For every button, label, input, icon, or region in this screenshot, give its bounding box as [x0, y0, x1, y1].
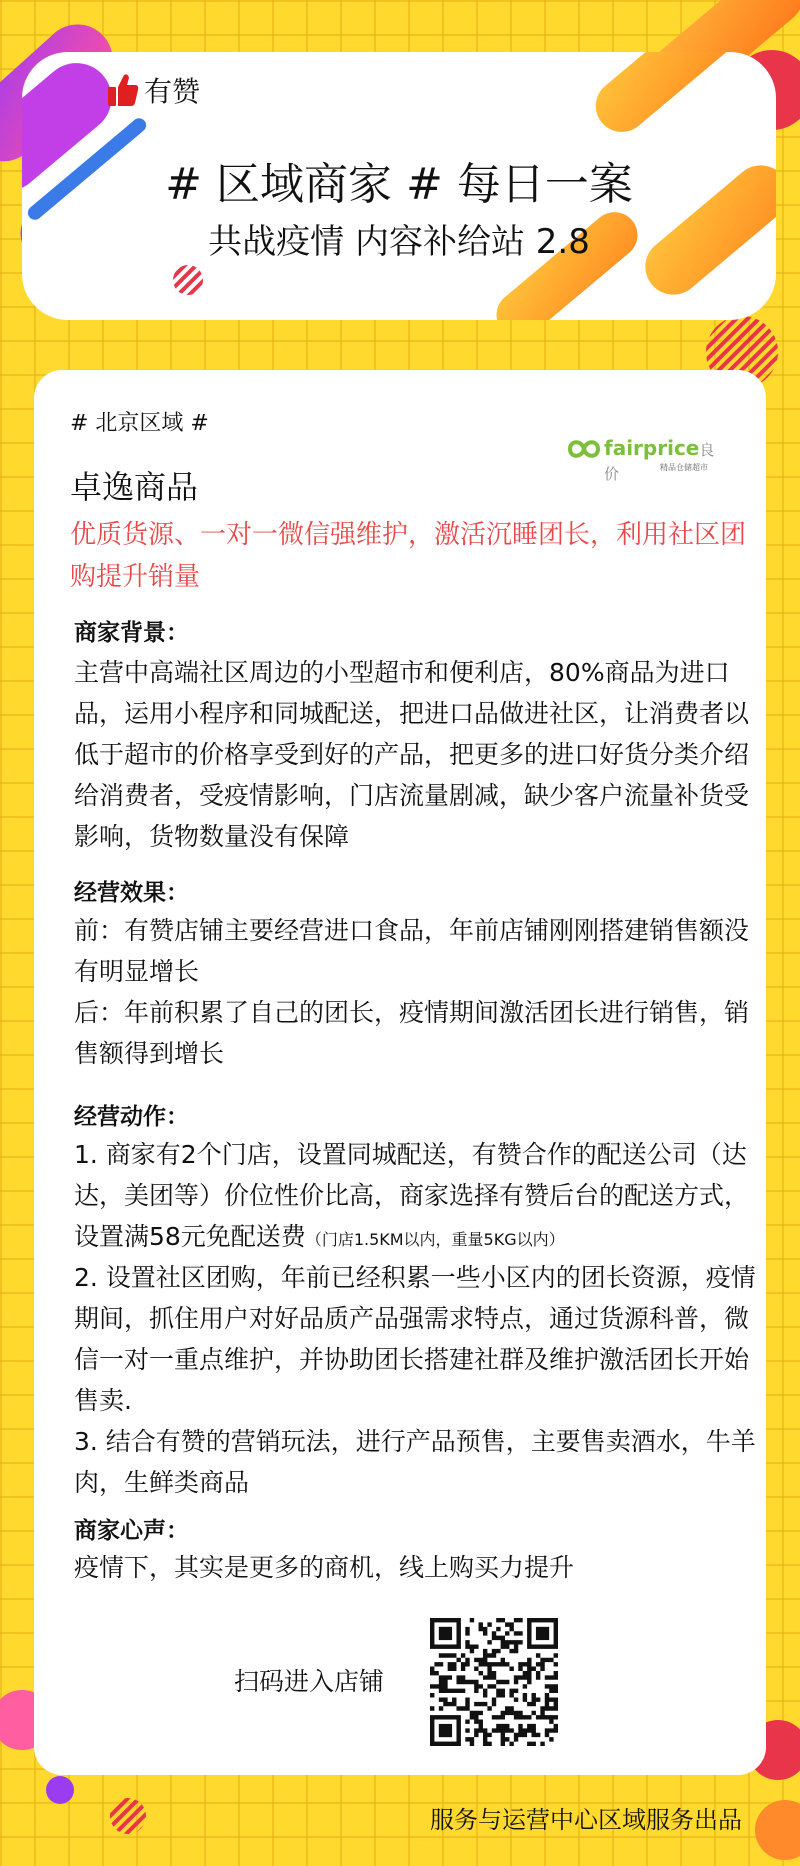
header-card	[22, 52, 776, 320]
page-subtitle: 共战疫情 内容补给站 2.8	[208, 222, 590, 262]
brand-name: 有赞	[144, 75, 201, 108]
footer-credit: 服务与运营中心区域服务出品	[430, 1806, 742, 1834]
merchant-logo	[564, 432, 729, 483]
qr-finder	[527, 1618, 558, 1649]
logo-brand-cn: 良价	[604, 441, 715, 483]
merchant-tagline: 优质货源、一对一微信强维护，激活沉睡团长，利用社区团购提升销量	[70, 520, 747, 592]
logo-slogan: 精品仓储超市	[660, 463, 708, 472]
effect-after-text: 后：年前积累了自己的团长，疫情期间激活团长进行销售，销售额得到增长	[74, 998, 750, 1068]
infinity-logo-icon	[564, 434, 604, 464]
orange-circle-shape	[755, 1800, 800, 1860]
scan-label: 扫码进入店铺	[234, 1667, 385, 1696]
action-item-1	[74, 1134, 764, 1260]
background-heading: 商家背景：	[74, 620, 189, 646]
background-text: 主营中高端社区周边的小型超市和便利店，80%商品为进口品，运用小程序和同城配送，把进口品做进社区，让消费者以低于超市的价格享受到好的产品，把更多的进口好货分类介绍给消费者，受疫情影响，门店流量剧减，缺少客户流量补货受影响，货物数量没有保障	[74, 658, 750, 851]
voice-text: 疫情下，其实是更多的商机，线上购买力提升	[74, 1553, 575, 1582]
merchant-name: 卓逸商品	[70, 468, 199, 506]
action-item-1-note: （门店1.5KM以内，重量5KG以内）	[305, 1230, 565, 1249]
content-card	[34, 370, 766, 1775]
brand	[106, 70, 200, 110]
qr-finder	[430, 1618, 461, 1649]
thumbs-up-icon	[106, 72, 140, 108]
page-title: # 区域商家 # 每日一案	[165, 159, 633, 210]
purple-dot-shape	[46, 1776, 74, 1804]
effect-heading: 经营效果：	[74, 880, 189, 906]
action-item-3: 3. 结合有赞的营销玩法，进行产品预售，主要售卖酒水，牛羊肉，生鲜类商品	[74, 1427, 756, 1497]
action-item-1-text: 1. 商家有2个门店，设置同城配送，有赞合作的配送公司（达达，美团等）价位性价比高，商家选择有赞后台的配送方式，设置满58元免配送费	[74, 1140, 750, 1251]
actions-heading: 经营动作：	[74, 1104, 189, 1130]
striped-circle-shape-2	[110, 1798, 146, 1834]
action-item-2: 2. 设置社区团购，年前已经积累一些小区内的团长资源，疫情期间，抓住用户对好品质产品强需求特点，通过货源科普，微信一对一重点维护，并协助团长搭建社群及维护激活团长开始售卖.	[74, 1263, 756, 1415]
effect-before-text: 前：有赞店铺主要经营进口食品，年前店铺刚刚搭建销售额没有明显增长	[74, 916, 750, 986]
voice-heading: 商家心声：	[74, 1518, 189, 1544]
logo-brand: fairprice	[604, 436, 700, 460]
qr-code-icon[interactable]	[430, 1618, 558, 1746]
qr-finder	[430, 1715, 461, 1746]
region-label: # 北京区域 #	[70, 411, 209, 436]
